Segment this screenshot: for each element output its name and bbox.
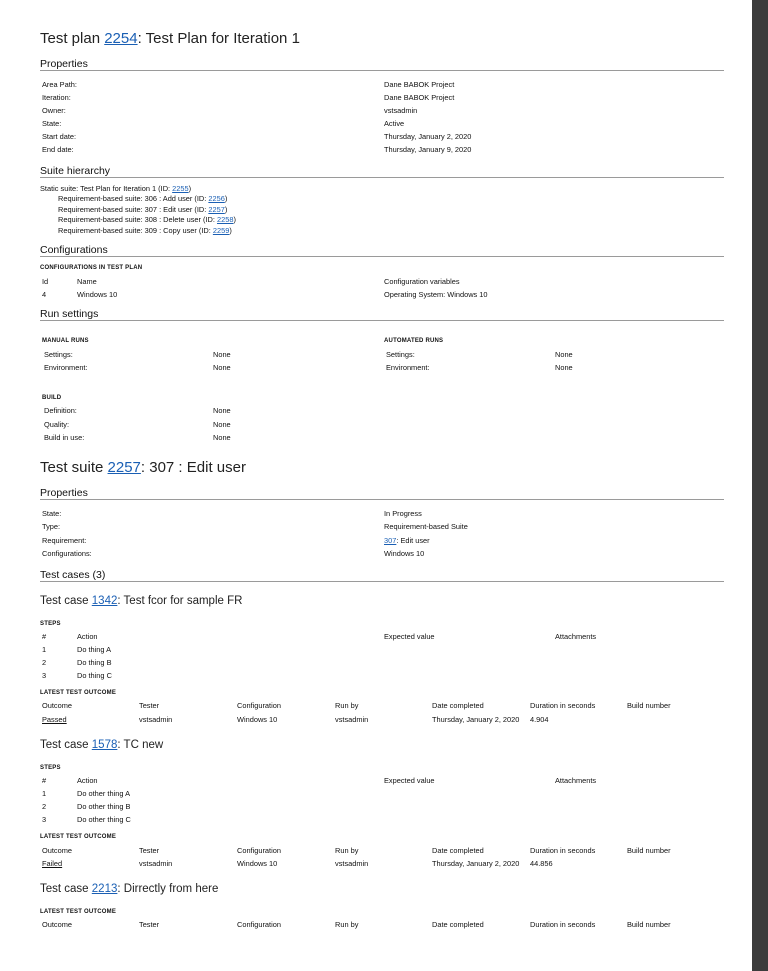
step-action: Do thing A: [77, 645, 112, 654]
step-num: 2: [42, 802, 47, 811]
outcome-link[interactable]: Failed: [42, 859, 63, 868]
plan-prop-value: Thursday, January 2, 2020: [384, 132, 472, 141]
step-col-num: #: [42, 776, 47, 785]
outcome-caption: LATEST TEST OUTCOME: [40, 834, 117, 840]
plan-title-prefix: Test plan: [40, 30, 105, 47]
divider: [40, 499, 724, 500]
suite-hierarchy-item: Requirement-based suite: 306 : Add user (ID: 2256): [58, 194, 228, 203]
test-case-title: Test case 1342: Test fcor for sample FR: [40, 595, 243, 607]
steps-caption: STEPS: [40, 621, 61, 627]
suite-id-link[interactable]: 2256: [208, 194, 225, 203]
step-num: 1: [42, 789, 47, 798]
outcome-col: Outcome: [42, 920, 72, 929]
steps-caption: STEPS: [40, 765, 61, 771]
plan-prop-label: State:: [42, 119, 62, 128]
plan-prop-label: Iteration:: [42, 93, 71, 102]
outcome-col: Build number: [627, 920, 671, 929]
test-case-id-link[interactable]: 1578: [91, 739, 118, 751]
outcome-tester: vstsadmin: [139, 859, 173, 868]
suite-id-link[interactable]: 2258: [216, 215, 234, 224]
suite-hierarchy-item: Static suite: Test Plan for Iteration 1 (ID: 2255): [40, 184, 192, 193]
outcome-col: Date completed: [432, 920, 484, 929]
plan-prop-value: Dane BABOK Project: [384, 80, 455, 89]
suite-id-link[interactable]: 2257: [107, 459, 141, 476]
automated-setting-value: None: [555, 350, 573, 359]
step-action: Do thing C: [77, 671, 112, 680]
step-action: Do thing B: [77, 658, 112, 667]
test-case-id-link[interactable]: 2213: [91, 883, 118, 895]
suite-prop-label: Type:: [42, 522, 61, 531]
outcome-configuration: Windows 10: [237, 859, 278, 868]
step-num: 1: [42, 645, 47, 654]
step-col-num: #: [42, 632, 47, 641]
outcome-col: Configuration: [237, 701, 281, 710]
step-num: 2: [42, 658, 47, 667]
suite-prop-value: In Progress: [384, 509, 422, 518]
outcome-duration: 44.856: [530, 859, 553, 868]
outcome-col: Run by: [335, 846, 359, 855]
manual-setting-value: None: [213, 350, 231, 359]
step-action: Do other thing B: [77, 802, 131, 811]
config-col-id: Id: [42, 277, 49, 286]
outcome-col: Run by: [335, 920, 359, 929]
plan-id-link[interactable]: 2254: [104, 30, 138, 47]
step-col-expected: Expected value: [384, 776, 435, 785]
build-label: Build in use:: [44, 433, 85, 442]
outcome-col: Duration in seconds: [530, 701, 596, 710]
test-case-title: Test case 1578: TC new: [40, 739, 164, 751]
build-value: None: [213, 406, 231, 415]
divider: [40, 581, 724, 582]
step-num: 3: [42, 671, 47, 680]
manual-setting-label: Settings:: [44, 350, 73, 359]
plan-prop-value: Active: [384, 119, 405, 128]
plan-properties-heading: Properties: [40, 58, 88, 70]
automated-runs-caption: AUTOMATED RUNS: [384, 338, 444, 344]
step-num: 3: [42, 815, 47, 824]
divider: [40, 256, 724, 257]
plan-prop-label: Area Path:: [42, 80, 77, 89]
step-col-attachments: Attachments: [555, 776, 597, 785]
suite-hierarchy-item: Requirement-based suite: 308 : Delete user (ID: 2258): [58, 215, 236, 224]
outcome-run-by: vstsadmin: [335, 859, 369, 868]
step-col-expected: Expected value: [384, 632, 435, 641]
outcome-link[interactable]: Passed: [42, 715, 67, 724]
config-id: 4: [42, 290, 47, 299]
suite-prop-value: Windows 10: [384, 549, 425, 558]
outcome-col: Duration in seconds: [530, 846, 596, 855]
outcome-duration: 4.904: [530, 715, 549, 724]
suite-properties-heading: Properties: [40, 487, 88, 499]
manual-setting-value: None: [213, 363, 231, 372]
requirement-link[interactable]: 307: [384, 536, 397, 545]
step-col-attachments: Attachments: [555, 632, 597, 641]
outcome-caption: LATEST TEST OUTCOME: [40, 909, 117, 915]
plan-prop-value: Dane BABOK Project: [384, 93, 455, 102]
plan-prop-label: Start date:: [42, 132, 77, 141]
outcome-run-by: vstsadmin: [335, 715, 369, 724]
step-action: Do other thing C: [77, 815, 131, 824]
suite-hierarchy-item: Requirement-based suite: 307 : Edit user (ID: 2257): [58, 205, 228, 214]
outcome-col: Outcome: [42, 701, 72, 710]
suite-hierarchy-item: Requirement-based suite: 309 : Copy user (ID: 2259): [58, 226, 232, 235]
step-action: Do other thing A: [77, 789, 131, 798]
outcome-col: Configuration: [237, 846, 281, 855]
suite-prop-label: Configurations:: [42, 549, 92, 558]
outcome-caption: LATEST TEST OUTCOME: [40, 690, 117, 696]
step-col-action: Action: [77, 632, 98, 641]
manual-setting-label: Environment:: [44, 363, 88, 372]
build-value: None: [213, 433, 231, 442]
divider: [40, 320, 724, 321]
config-name: Windows 10: [77, 290, 118, 299]
config-col-name: Name: [77, 277, 97, 286]
suite-hierarchy-heading: Suite hierarchy: [40, 165, 111, 177]
outcome-date: Thursday, January 2, 2020: [432, 715, 520, 724]
test-case-title: Test case 2213: Dirrectly from here: [40, 883, 219, 895]
outcome-col: Configuration: [237, 920, 281, 929]
plan-prop-value: vstsadmin: [384, 106, 418, 115]
plan-prop-label: Owner:: [42, 106, 66, 115]
outcome-col: Date completed: [432, 701, 484, 710]
plan-prop-label: End date:: [42, 145, 74, 154]
step-col-action: Action: [77, 776, 98, 785]
config-col-vars: Configuration variables: [384, 277, 460, 286]
outcome-col: Date completed: [432, 846, 484, 855]
automated-setting-label: Settings:: [386, 350, 415, 359]
configurations-caption: CONFIGURATIONS IN TEST PLAN: [40, 265, 143, 271]
config-vars: Operating System: Windows 10: [384, 290, 488, 299]
test-cases-heading: Test cases (3): [40, 569, 106, 581]
run-settings-heading: Run settings: [40, 308, 99, 320]
plan-prop-value: Thursday, January 9, 2020: [384, 145, 472, 154]
automated-setting-label: Environment:: [386, 363, 430, 372]
test-case-id-link[interactable]: 1342: [91, 595, 118, 607]
suite-prop-label: Requirement:: [42, 536, 87, 545]
outcome-tester: vstsadmin: [139, 715, 173, 724]
configurations-heading: Configurations: [40, 244, 108, 256]
outcome-configuration: Windows 10: [237, 715, 278, 724]
suite-id-link[interactable]: 2257: [208, 205, 225, 214]
suite-title: Test suite 2257: 307 : Edit user: [40, 459, 246, 476]
outcome-col: Duration in seconds: [530, 920, 596, 929]
build-value: None: [213, 420, 231, 429]
suite-id-link[interactable]: 2255: [172, 184, 189, 193]
divider: [40, 177, 724, 178]
plan-title: [40, 30, 300, 47]
outcome-date: Thursday, January 2, 2020: [432, 859, 520, 868]
suite-prop-value: 307: Edit user: [384, 536, 430, 545]
outcome-col: Outcome: [42, 846, 72, 855]
outcome-col: Build number: [627, 846, 671, 855]
suite-id-link[interactable]: 2259: [212, 226, 230, 235]
build-label: Quality:: [44, 420, 70, 429]
automated-setting-value: None: [555, 363, 573, 372]
suite-prop-value: Requirement-based Suite: [384, 522, 468, 531]
outcome-col: Run by: [335, 701, 359, 710]
build-caption: BUILD: [42, 395, 62, 401]
outcome-col: Tester: [139, 846, 160, 855]
outcome-col: Tester: [139, 920, 160, 929]
suite-prop-label: State:: [42, 509, 62, 518]
plan-title-text: : Test Plan for Iteration 1: [137, 30, 300, 47]
outcome-col: Build number: [627, 701, 671, 710]
build-label: Definition:: [44, 406, 77, 415]
divider: [40, 70, 724, 71]
manual-runs-caption: MANUAL RUNS: [42, 338, 89, 344]
outcome-col: Tester: [139, 701, 160, 710]
